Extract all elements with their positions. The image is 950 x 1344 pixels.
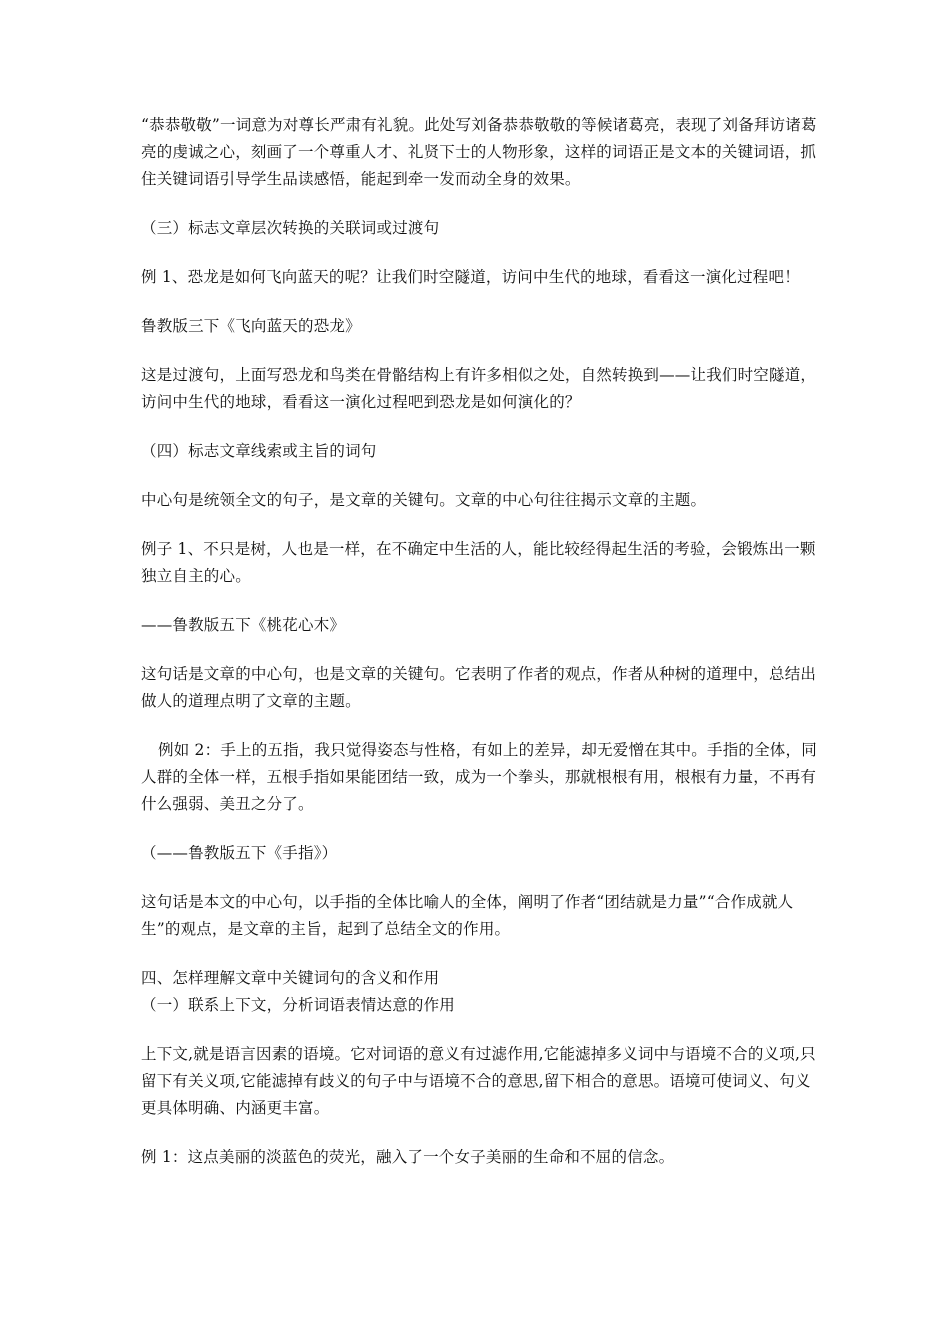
example-1-tree: 例子 1、不只是树，人也是一样，在不确定中生活的人，能比较经得起生活的考验，会锻炼出一颗独立自主的心。	[141, 540, 816, 585]
paragraph-transition-analysis: 这是过渡句，上面写恐龙和鸟类在骨骼结构上有许多相似之处，自然转换到——让我们时空隧道，访问中生代的地球，看看这一演化过程吧到恐龙是如何演化的？	[141, 366, 817, 411]
document-body	[141, 112, 821, 1193]
paragraph-keyword-analysis: “恭恭敬敬”一词意为对尊长严肃有礼貌。此处写刘备恭恭敬敬的等候诸葛亮，表现了刘备拜访诸葛亮的虔诚之心，刻画了一个尊重人才、礼贤下士的人物形象，这样的词语正是文本的关键词语，抓住关键词语引导学生品读感悟，能起到牵一发而动全身的效果。	[141, 116, 817, 188]
paragraph-tree-analysis: 这句话是文章的中心句，也是文章的关键句。它表明了作者的观点，作者从种树的道理中，总结出做人的道理点明了文章的主题。	[141, 665, 817, 710]
paragraph-central-sentence: 中心句是统领全文的句子，是文章的关键句。文章的中心句往往揭示文章的主题。	[141, 491, 707, 509]
chapter-heading-4: 四、怎样理解文章中关键词句的含义和作用	[141, 969, 440, 987]
example-1-dinosaur: 例 1、恐龙是如何飞向蓝天的呢？让我们时空隧道，访问中生代的地球，看看这一演化过程吧！	[141, 268, 800, 286]
source-dinosaur: 鲁教版三下《飞向蓝天的恐龙》	[141, 317, 361, 335]
source-peach-tree: ——鲁教版五下《桃花心木》	[141, 616, 346, 634]
source-fingers: （——鲁教版五下《手指》）	[141, 844, 338, 862]
example-2-fingers: 例如 2：手上的五指，我只觉得姿态与性格，有如上的差异，却无爱憎在其中。手指的全体，同人群的全体一样，五根手指如果能团结一致，成为一个拳头，那就根根有用，根根有力量，不再有什么强弱、美丑之分了。	[141, 741, 817, 813]
section-heading-4: （四）标志文章线索或主旨的词句	[141, 442, 377, 460]
section-heading-3: （三）标志文章层次转换的关联词或过渡句	[141, 219, 440, 237]
example-1-fluorescence: 例 1：这点美丽的淡蓝色的荧光，融入了一个女子美丽的生命和不屈的信念。	[141, 1148, 675, 1166]
paragraph-context: 上下文,就是语言因素的语境。它对词语的意义有过滤作用,它能滤掉多义词中与语境不合的义项,只留下有关义项,它能滤掉有歧义的句子中与语境不合的意思,留下相合的意思。语境可使词义、句义更具体明确、内涵更丰富。	[141, 1045, 816, 1117]
paragraph-fingers-analysis: 这句话是本文的中心句，以手指的全体比喻人的全体，阐明了作者“团结就是力量”“合作成就人生”的观点，是文章的主旨，起到了总结全文的作用。	[141, 893, 794, 938]
subsection-heading-1: （一）联系上下文，分析词语表情达意的作用	[141, 996, 456, 1014]
